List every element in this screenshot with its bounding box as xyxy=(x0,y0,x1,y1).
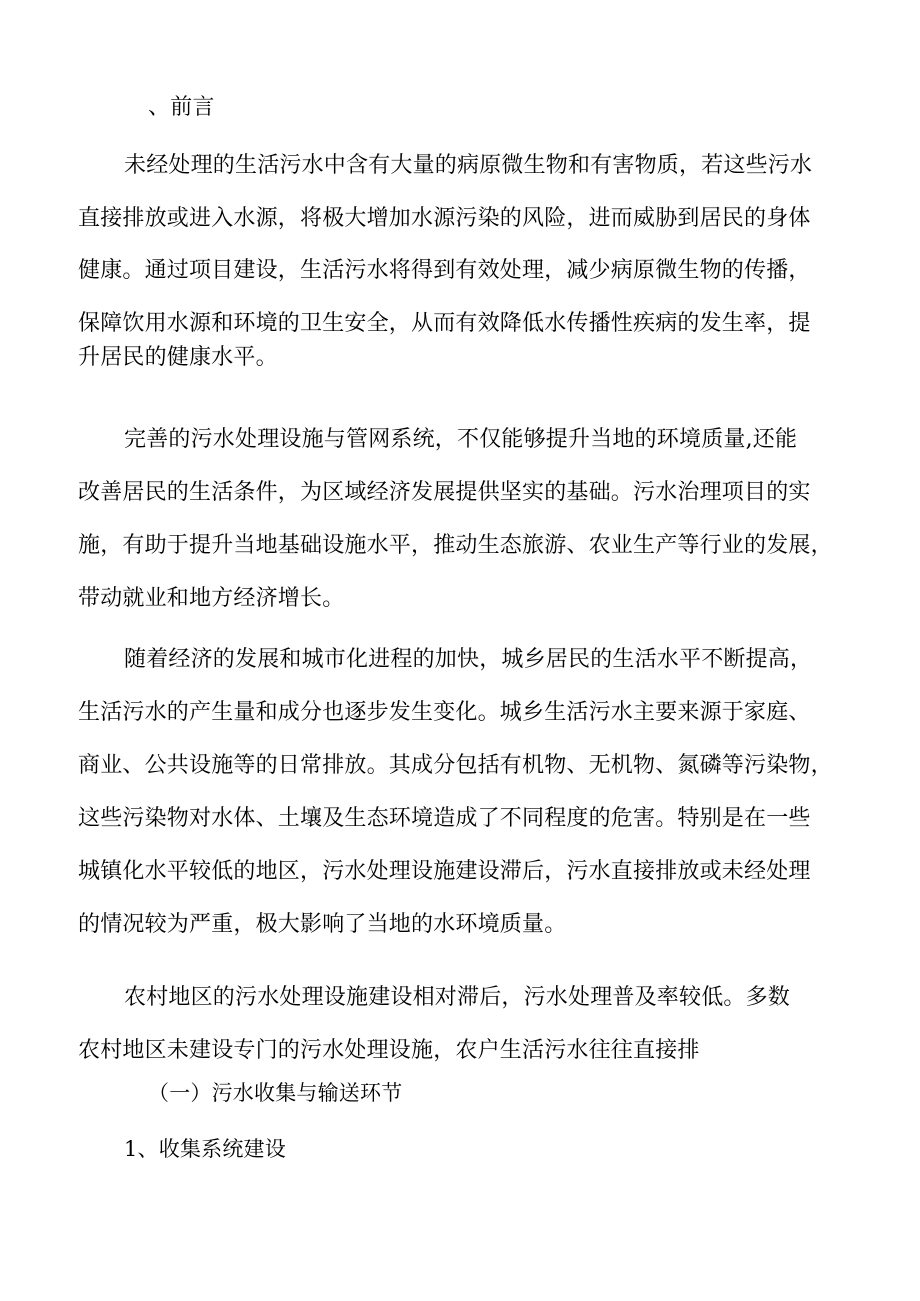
paragraph-line: 随着经济的发展和城市化进程的加快，城乡居民的生活水平不断提高， xyxy=(124,647,813,672)
paragraph-line: 施，有助于提升当地基础设施水平，推动生态旅游、农业生产等行业的发展， xyxy=(78,533,833,558)
paragraph-line: 保障饮用水源和环境的卫生安全，从而有效降低水传播性疾病的发生率，提 xyxy=(78,311,811,336)
paragraph-line: 改善居民的生活条件，为区域经济发展提供坚实的基础。污水治理项目的实 xyxy=(78,480,811,505)
paragraph-line: 健康。通过项目建设，生活污水将得到有效处理，减少病原微生物的传播， xyxy=(78,258,811,283)
paragraph-line: 生活污水的产生量和成分也逐步发生变化。城乡生活污水主要来源于家庭、 xyxy=(78,700,811,725)
subsection-title: （一）污水收集与输送环节 xyxy=(148,1081,403,1105)
paragraph-line: 城镇化水平较低的地区，污水处理设施建设滞后，污水直接排放或未经处理 xyxy=(78,859,811,884)
paragraph-line: 农村地区未建设专门的污水处理设施，农户生活污水往往直接排 xyxy=(78,1038,700,1063)
section-title: 、前言 xyxy=(148,95,215,120)
paragraph-line: 直接排放或进入水源，将极大增加水源污染的风险，进而威胁到居民的身体 xyxy=(78,206,811,231)
sub-subsection-title: 1、收集系统建设 xyxy=(124,1137,286,1161)
paragraph-line: 商业、公共设施等的日常排放。其成分包括有机物、无机物、氮磷等污染物， xyxy=(78,753,833,778)
paragraph-line: 的情况较为严重，极大影响了当地的水环境质量。 xyxy=(78,912,567,937)
paragraph-line: 升居民的健康水平。 xyxy=(78,345,278,370)
paragraph-line: 完善的污水处理设施与管网系统，不仅能够提升当地的环境质量,还能 xyxy=(124,427,798,452)
paragraph-line: 这些污染物对水体、土壤及生态环境造成了不同程度的危害。特别是在一些 xyxy=(78,806,811,831)
paragraph-line: 农村地区的污水处理设施建设相对滞后，污水处理普及率较低。多数 xyxy=(124,985,791,1010)
paragraph-line: 带动就业和地方经济增长。 xyxy=(78,586,345,611)
paragraph-line: 未经处理的生活污水中含有大量的病原微生物和有害物质，若这些污水 xyxy=(124,153,813,178)
